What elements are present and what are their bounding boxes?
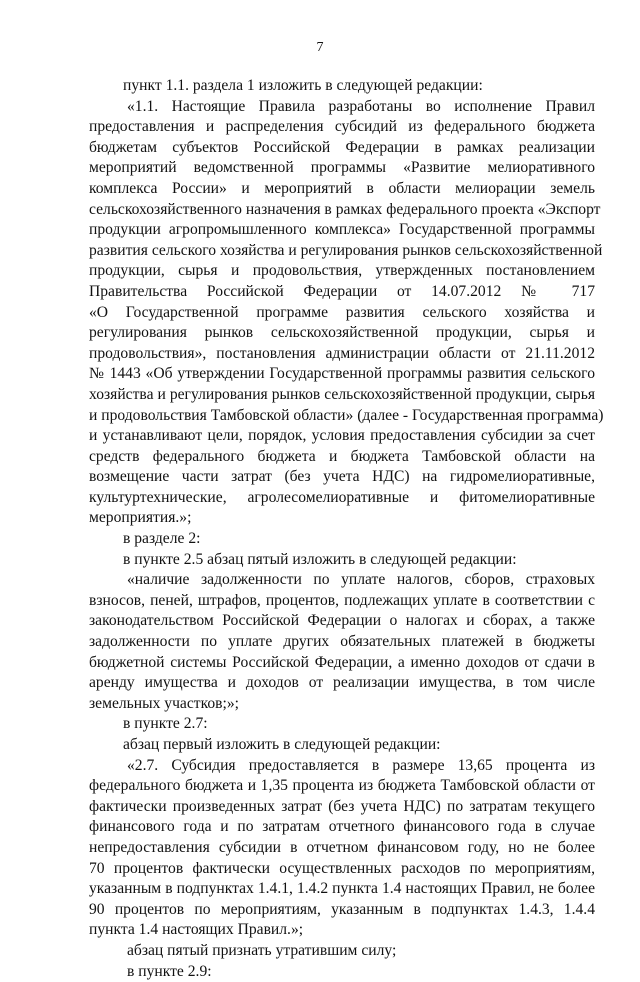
text-line: мероприятий ведомственной программы «Развитие мелиоративного (89, 159, 595, 177)
text-line: продукции, сырья и продовольствия, утвержденных постановлением (89, 262, 595, 280)
text-line: продовольствия», постановления администрации области от 21.11.2012 (89, 344, 595, 362)
text-line: в пункте 2.7: (123, 715, 208, 733)
text-line: «2.7. Субсидия предоставляется в размере 13,65 процента из (127, 756, 595, 774)
text-line: и устанавливают цели, порядок, условия предоставления субсидии за счет (89, 427, 595, 445)
text-line: «наличие задолженности по уплате налогов, сборов, страховых (127, 571, 595, 589)
text-line: законодательством Российской Федерации о налогах и сборах, а также (89, 612, 595, 630)
text-line: возмещение части затрат (без учета НДС) на гидромелиоративные, (89, 468, 595, 486)
text-line: сельскохозяйственного назначения в рамках федерального проекта «Экспорт (89, 200, 601, 218)
text-line: бюджетной системы Российской Федерации, а именно доходов от сдачи в (89, 653, 595, 671)
page-number: 7 (316, 40, 324, 55)
text-line: развития сельского хозяйства и регулирования рынков сельскохозяйственной (89, 241, 603, 259)
text-line: в пункте 2.5 абзац пятый изложить в следующей редакции: (123, 550, 517, 568)
text-line: федерального бюджета и 1,35 процента из бюджета Тамбовской области от (89, 777, 595, 795)
text-line: в пункте 2.9: (127, 962, 212, 980)
text-line: финансового года и по затратам отчетного финансового года в случае (89, 818, 595, 836)
text-line: бюджетам субъектов Российской Федерации в рамках реализации (89, 138, 595, 156)
text-line: 90 процентов по мероприятиям, указанным в подпунктах 1.4.3, 1.4.4 (89, 900, 595, 918)
text-line: и продовольствия Тамбовской области» (далее - Государственная программа) (89, 406, 604, 424)
text-line: культуртехнические, агролесомелиоративные и фитомелиоративные (89, 488, 595, 506)
text-line: комплекса России» и мероприятий в области мелиорации земель (89, 179, 595, 197)
text-line: аренду имущества и доходов от реализации имущества, в том числе (89, 674, 595, 692)
text-line: «1.1. Настоящие Правила разработаны во исполнение Правил (127, 97, 595, 115)
text-line: в разделе 2: (123, 530, 201, 548)
text-line: фактически произведенных затрат (без учета НДС) по затратам текущего (89, 797, 595, 815)
document-body (89, 76, 604, 982)
text-line: указанным в подпунктах 1.4.1, 1.4.2 пункта 1.4 настоящих Правил, не более (89, 880, 595, 898)
text-line: пункта 1.4 настоящих Правил.»; (89, 921, 304, 939)
text-line: мероприятия.»; (89, 509, 192, 527)
text-line: непредоставления субсидии в отчетном финансовом году, но не более (89, 838, 595, 856)
text-line: земельных участков;»; (89, 694, 239, 712)
text-line: хозяйства и регулирования рынков сельскохозяйственной продукции, сырья (89, 385, 595, 403)
text-line: «О Государственной программе развития сельского хозяйства и (89, 303, 595, 321)
text-line: абзац пятый признать утратившим силу; (127, 941, 397, 959)
text-line: пункт 1.1. раздела 1 изложить в следующей редакции: (123, 77, 483, 94)
text-line: регулирования рынков сельскохозяйственной продукции, сырья и (89, 324, 595, 342)
text-line: взносов, пеней, штрафов, процентов, подлежащих уплате в соответствии с (89, 591, 595, 609)
text-line: 70 процентов фактически осуществленных расходов по мероприятиям, (89, 859, 595, 877)
text-line: продукции агропромышленного комплекса» Государственной программы (89, 221, 595, 239)
text-line: задолженности по уплате других обязательных платежей в бюджеты (89, 633, 595, 651)
text-line: абзац первый изложить в следующей редакции: (123, 736, 441, 753)
text-line: Правительства Российской Федерации от 14.07.2012 № 717 (89, 282, 595, 300)
text-line: средств федерального бюджета и бюджета Тамбовской области на (89, 447, 595, 465)
text-line: № 1443 «Об утверждении Государственной программы развития сельского (89, 365, 595, 383)
text-line: предоставления и распределения субсидий из федерального бюджета (89, 118, 595, 136)
